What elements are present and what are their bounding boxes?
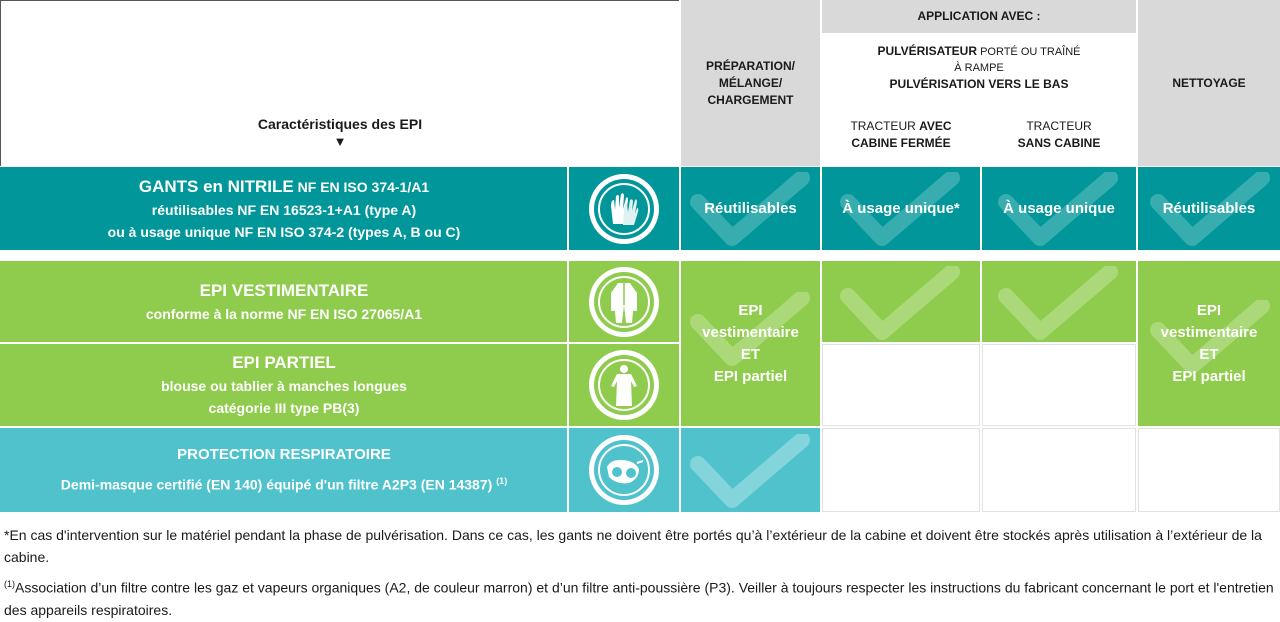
vestimentaire-description [0,261,568,343]
coverall-icon [589,267,659,337]
footnote-one-sup: (1) [4,579,15,589]
gants-nettoyage-cell [1138,167,1280,250]
mask-icon [589,435,659,505]
pulverisation-bas: PULVÉRISATION VERS LE BAS [889,77,1069,91]
footnote-one-text: Association d’un filtre contre les gaz et vapeurs organiques (A2, de couleur marron) et d’un filtre anti-poussière (P3). Veiller à toujours respecter les instructions du fabricant concernant le port et l'entretien des appareils respiratoires. [4,579,1274,618]
gloves-icon [589,174,659,244]
tracteur-avec-bold: AVEC [919,119,952,133]
preparation-line3: CHARGEMENT [707,92,794,107]
gants-preparation-cell [681,167,820,250]
merged-nett-line3: ET [1199,345,1219,363]
tracteur-avec-line2: CABINE FERMÉE [851,136,951,150]
grid-line [679,0,681,512]
apron-icon [589,350,659,420]
header-application-title [822,0,1136,33]
merged-preparation-text [681,261,820,426]
characteristics-label: Caractéristiques des EPI [257,116,423,132]
gants-line2: réutilisables NF EN 16523-1+A1 (type A) [151,201,417,218]
merged-nettoyage-text [1138,261,1280,426]
gants-description [0,167,568,250]
preparation-line1: PRÉPARATION/ [706,58,795,73]
gants-tracteur-sans: À usage unique [1003,199,1115,217]
merged-prep-line3: ET [740,345,761,363]
gants-norm: NF EN ISO 374-1/A1 [293,178,430,195]
tracteur-sans-line1: TRACTEUR [1026,119,1092,133]
empty-cell [982,344,1136,426]
preparation-line2: MÉLANGE/ [718,75,783,90]
grid-line [0,342,680,344]
merged-nett-line1: EPI [1196,301,1222,319]
merged-nett-line2: vestimentaire [1160,323,1258,341]
respiratoire-sup: (1) [496,476,508,487]
nettoyage-label: NETTOYAGE [1172,75,1246,90]
pulverisateur-bold: PULVÉRISATEUR [877,44,978,58]
a-rampe: À RAMPE [954,62,1004,74]
vestimentaire-line2: conforme à la norme NF EN ISO 27065/A1 [145,306,423,322]
pulverisateur-rest: PORTÉ OU TRAÎNÉ [977,46,1081,58]
empty-cell [1138,428,1280,512]
header-tracteur-sans [982,104,1136,166]
gants-nettoyage: Réutilisables [1162,199,1256,217]
merged-prep-line4: EPI partiel [713,367,788,385]
respiratoire-icon-cell [569,428,679,512]
header-nettoyage [1138,0,1280,166]
merged-nett-line4: EPI partiel [1172,367,1246,385]
merged-prep-line1: EPI [738,301,763,319]
gants-tracteur-sans-cell [982,167,1136,250]
gants-title: GANTS en NITRILE [138,176,294,196]
vestimentaire-tracteur-sans-cell [982,261,1136,343]
gants-preparation: Réutilisables [704,199,797,217]
empty-cell [822,344,980,426]
header-preparation [681,0,820,166]
arrow-down-icon: ▼ [333,134,347,149]
vestimentaire-title: EPI VESTIMENTAIRE [199,281,369,300]
respiratoire-preparation-cell [681,428,820,512]
header-characteristics [0,0,680,166]
tracteur-sans-line2: SANS CABINE [1017,136,1101,150]
gants-icon-cell [569,167,679,250]
gants-line3: ou à usage unique NF EN ISO 374-2 (types A, B ou C) [107,223,461,240]
partiel-icon-cell [569,344,679,426]
merged-prep-line2: vestimentaire [702,323,799,341]
respiratoire-description [0,428,568,512]
respiratoire-title: PROTECTION RESPIRATOIRE [177,446,391,464]
footnote-one [4,573,1274,621]
header-tracteur-avec [822,104,980,166]
vestimentaire-icon-cell [569,261,679,343]
empty-cell [822,428,980,512]
partiel-description [0,344,568,426]
partiel-line3: catégorie III type PB(3) [208,400,360,416]
gants-tracteur-avec: À usage unique* [842,199,960,217]
footnote-star: *En cas d'intervention sur le matériel pendant la phase de pulvérisation. Dans ce cas, les gants ne doivent être portés qu’à l’extérieur de la cabine et doivent être stockés après utilisation à l’extérieur de la cabine. [4,527,1262,565]
tracteur-avec-pre: TRACTEUR [850,119,920,133]
partiel-title: EPI PARTIEL [232,353,336,372]
vestimentaire-tracteur-avec-cell [822,261,980,343]
header-pulverisateur [822,33,1136,103]
partiel-line2: blouse ou tablier à manches longues [161,378,407,394]
application-title: APPLICATION AVEC : [917,9,1041,23]
respiratoire-line2: Demi-masque certifié (EN 140) équipé d'un filtre A2P3 (EN 14387) [60,476,493,493]
gants-tracteur-avec-cell [822,167,980,250]
empty-cell [982,428,1136,512]
grid-line [567,167,569,512]
